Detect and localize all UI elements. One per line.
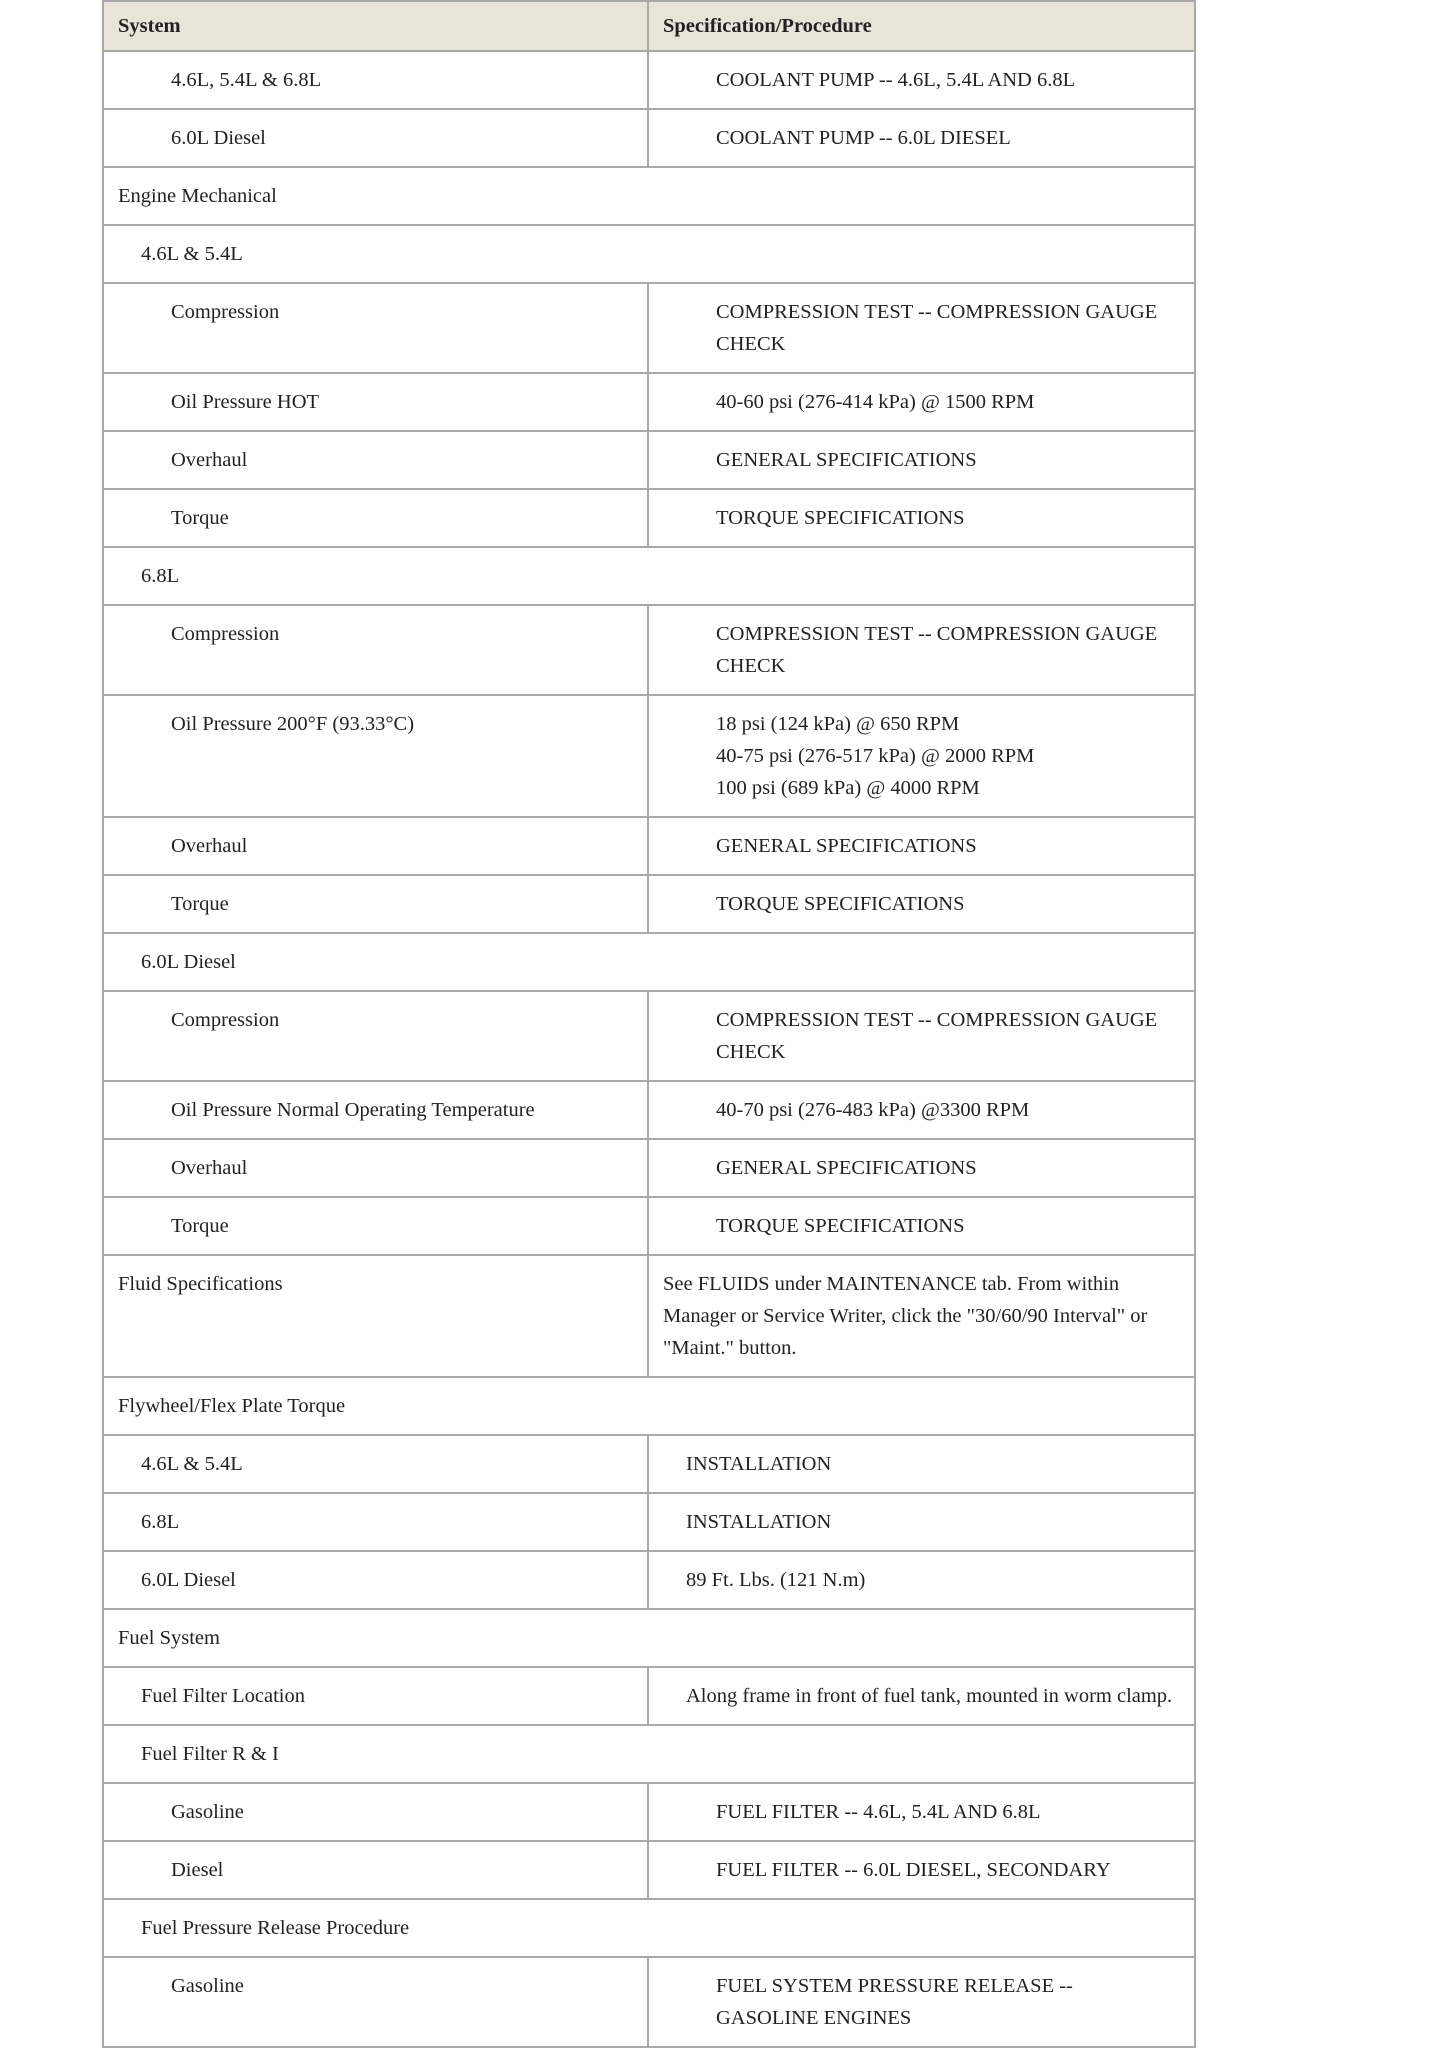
specification-line: 40-75 psi (276-517 kPa) @ 2000 RPM bbox=[716, 745, 1035, 767]
table-row bbox=[103, 933, 1195, 991]
specification-line: 40-60 psi (276-414 kPa) @ 1500 RPM bbox=[716, 391, 1035, 413]
specification-cell bbox=[648, 695, 1195, 817]
system-cell: Fuel Filter Location bbox=[103, 1667, 648, 1725]
system-cell: Compression bbox=[103, 283, 648, 373]
system-cell: Flywheel/Flex Plate Torque bbox=[103, 1377, 1195, 1435]
specification-line: GENERAL SPECIFICATIONS bbox=[716, 449, 977, 471]
specification-line: GENERAL SPECIFICATIONS bbox=[716, 835, 977, 857]
table-row bbox=[103, 1957, 1195, 2047]
system-cell: Oil Pressure HOT bbox=[103, 373, 648, 431]
table-row bbox=[103, 431, 1195, 489]
specification-cell bbox=[648, 1957, 1195, 2047]
specification-cell bbox=[648, 605, 1195, 695]
specification-cell bbox=[648, 991, 1195, 1081]
system-cell: 6.8L bbox=[103, 547, 1195, 605]
specification-cell bbox=[648, 1255, 1195, 1377]
system-cell: Fuel Pressure Release Procedure bbox=[103, 1899, 1195, 1957]
system-cell: 6.0L Diesel bbox=[103, 109, 648, 167]
table-row bbox=[103, 695, 1195, 817]
specification-line: 18 psi (124 kPa) @ 650 RPM bbox=[716, 713, 960, 735]
table-row bbox=[103, 1725, 1195, 1783]
table-row bbox=[103, 51, 1195, 109]
header-system: System bbox=[103, 1, 648, 51]
table-row bbox=[103, 109, 1195, 167]
specification-line: INSTALLATION bbox=[686, 1511, 832, 1533]
specification-line: GENERAL SPECIFICATIONS bbox=[716, 1157, 977, 1179]
table-row bbox=[103, 1139, 1195, 1197]
specification-line: TORQUE SPECIFICATIONS bbox=[716, 893, 965, 915]
table-row bbox=[103, 1551, 1195, 1609]
system-cell: Torque bbox=[103, 1197, 648, 1255]
system-cell: Gasoline bbox=[103, 1957, 648, 2047]
system-cell: Fluid Specifications bbox=[103, 1255, 648, 1377]
system-cell: 4.6L, 5.4L & 6.8L bbox=[103, 51, 648, 109]
table-row bbox=[103, 373, 1195, 431]
table-row bbox=[103, 167, 1195, 225]
system-cell: Oil Pressure 200°F (93.33°C) bbox=[103, 695, 648, 817]
table-row bbox=[103, 1493, 1195, 1551]
table-body bbox=[103, 51, 1195, 2047]
specification-line: COOLANT PUMP -- 6.0L DIESEL bbox=[716, 127, 1011, 149]
specification-cell bbox=[648, 1081, 1195, 1139]
table-row bbox=[103, 1899, 1195, 1957]
system-cell: Torque bbox=[103, 875, 648, 933]
table-row bbox=[103, 817, 1195, 875]
table-row bbox=[103, 605, 1195, 695]
system-cell: 6.8L bbox=[103, 1493, 648, 1551]
specification-line: See FLUIDS under MAINTENANCE tab. From within Manager or Service Writer, click the "30/60/90 Interval" or "Maint." button. bbox=[663, 1273, 1148, 1359]
system-cell: Fuel System bbox=[103, 1609, 1195, 1667]
specification-cell bbox=[648, 283, 1195, 373]
table-row bbox=[103, 1255, 1195, 1377]
specification-line: COMPRESSION TEST -- COMPRESSION GAUGE CHECK bbox=[716, 301, 1158, 355]
specification-cell bbox=[648, 51, 1195, 109]
specification-line: FUEL FILTER -- 6.0L DIESEL, SECONDARY bbox=[716, 1859, 1111, 1881]
specification-cell bbox=[648, 1667, 1195, 1725]
specification-cell bbox=[648, 875, 1195, 933]
table-row bbox=[103, 1609, 1195, 1667]
specification-line: FUEL FILTER -- 4.6L, 5.4L AND 6.8L bbox=[716, 1801, 1041, 1823]
specification-line: FUEL SYSTEM PRESSURE RELEASE -- GASOLINE ENGINES bbox=[716, 1975, 1073, 2029]
table-row bbox=[103, 1841, 1195, 1899]
system-cell: Overhaul bbox=[103, 1139, 648, 1197]
specification-line: 89 Ft. Lbs. (121 N.m) bbox=[686, 1569, 866, 1591]
specification-line: COMPRESSION TEST -- COMPRESSION GAUGE CHECK bbox=[716, 1009, 1158, 1063]
specification-cell bbox=[648, 1783, 1195, 1841]
specification-cell bbox=[648, 1197, 1195, 1255]
specification-cell bbox=[648, 1841, 1195, 1899]
specification-cell bbox=[648, 431, 1195, 489]
specification-line: TORQUE SPECIFICATIONS bbox=[716, 1215, 965, 1237]
specification-cell bbox=[648, 817, 1195, 875]
table-row bbox=[103, 489, 1195, 547]
system-cell: 4.6L & 5.4L bbox=[103, 1435, 648, 1493]
specification-line: 40-70 psi (276-483 kPa) @3300 RPM bbox=[716, 1099, 1030, 1121]
specification-line: Along frame in front of fuel tank, mounted in worm clamp. bbox=[686, 1685, 1173, 1707]
specification-cell bbox=[648, 1435, 1195, 1493]
table-row bbox=[103, 1783, 1195, 1841]
specification-cell bbox=[648, 1139, 1195, 1197]
table-row bbox=[103, 1081, 1195, 1139]
table-row bbox=[103, 991, 1195, 1081]
specification-line: 100 psi (689 kPa) @ 4000 RPM bbox=[716, 777, 980, 799]
specification-cell bbox=[648, 373, 1195, 431]
system-cell: 4.6L & 5.4L bbox=[103, 225, 1195, 283]
system-cell: Oil Pressure Normal Operating Temperature bbox=[103, 1081, 648, 1139]
table-row bbox=[103, 875, 1195, 933]
system-cell: Compression bbox=[103, 605, 648, 695]
table-row bbox=[103, 547, 1195, 605]
table-row bbox=[103, 1667, 1195, 1725]
specification-cell bbox=[648, 1551, 1195, 1609]
system-cell: Compression bbox=[103, 991, 648, 1081]
specification-line: COMPRESSION TEST -- COMPRESSION GAUGE CHECK bbox=[716, 623, 1158, 677]
table-header-row bbox=[103, 1, 1195, 51]
table-row bbox=[103, 283, 1195, 373]
system-cell: Diesel bbox=[103, 1841, 648, 1899]
system-cell: Engine Mechanical bbox=[103, 167, 1195, 225]
system-cell: Overhaul bbox=[103, 817, 648, 875]
table-row bbox=[103, 1377, 1195, 1435]
specification-cell bbox=[648, 1493, 1195, 1551]
specification-cell bbox=[648, 489, 1195, 547]
header-specification: Specification/Procedure bbox=[648, 1, 1195, 51]
specification-cell bbox=[648, 109, 1195, 167]
system-cell: Overhaul bbox=[103, 431, 648, 489]
specification-line: COOLANT PUMP -- 4.6L, 5.4L AND 6.8L bbox=[716, 69, 1076, 91]
system-cell: Fuel Filter R & I bbox=[103, 1725, 1195, 1783]
table-row bbox=[103, 1435, 1195, 1493]
system-cell: 6.0L Diesel bbox=[103, 1551, 648, 1609]
specification-line: INSTALLATION bbox=[686, 1453, 832, 1475]
system-cell: 6.0L Diesel bbox=[103, 933, 1195, 991]
system-cell: Torque bbox=[103, 489, 648, 547]
specification-table bbox=[102, 0, 1196, 2048]
specification-line: TORQUE SPECIFICATIONS bbox=[716, 507, 965, 529]
table-row bbox=[103, 225, 1195, 283]
table-row bbox=[103, 1197, 1195, 1255]
system-cell: Gasoline bbox=[103, 1783, 648, 1841]
